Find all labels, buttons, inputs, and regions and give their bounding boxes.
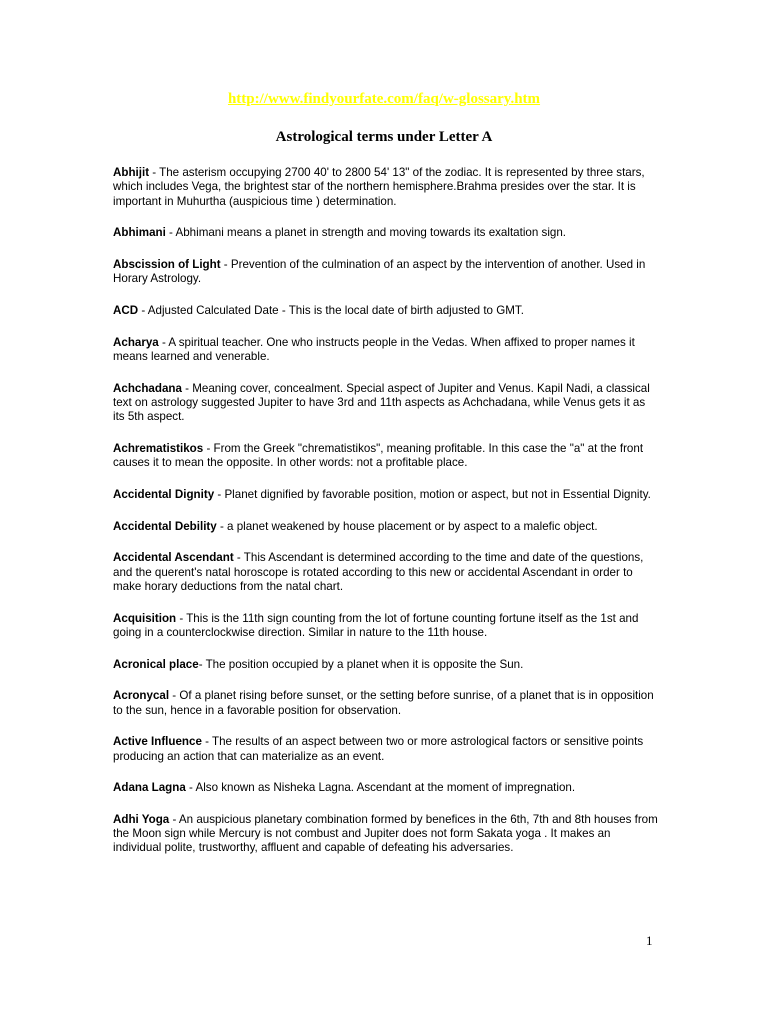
entry-term: Abscission of Light: [113, 257, 221, 271]
entry-definition: - The results of an aspect between two or more astrological factors or sensitive points producing an action that can materialize as an event.: [113, 735, 644, 763]
glossary-entry-acronycal: [113, 689, 658, 718]
entry-term: Acquisition: [113, 611, 177, 625]
entry-term: Acronycal: [113, 689, 170, 703]
glossary-list: [113, 166, 658, 873]
glossary-entry-accidental-debility: [113, 520, 658, 534]
entry-definition: - Prevention of the culmination of an aspect by the intervention of another. Used in Horary Astrology.: [113, 257, 646, 286]
entry-term: ACD: [113, 303, 139, 317]
entry-definition: - a planet weakened by house placement or by aspect to a malefic object.: [216, 519, 598, 533]
entry-term: Accidental Debility: [113, 519, 217, 533]
glossary-entry-abhijit: [113, 166, 658, 209]
entry-definition: - This is the 11th sign counting from the lot of fortune counting fortune itself as the 1st and going in a counterclockwise direction. Similar in nature to the 11th house.: [113, 611, 639, 639]
glossary-entry-acquisition: [113, 612, 658, 641]
entry-definition: - From the Greek "chrematistikos", meaning profitable. In this case the "a" at the front causes it to mean the opposite. In other words: not a profitable place.: [113, 441, 644, 470]
entry-definition: - Meaning cover, concealment. Special aspect of Jupiter and Venus. Kapil Nadi, a classical text on astrology suggested Jupiter to have 3rd and 11th aspects as Achchadana, while Venus gets it as its 5th aspect.: [113, 381, 650, 424]
glossary-entry-adhi-yoga: [113, 813, 658, 856]
entry-term: Accidental Dignity: [113, 487, 215, 501]
entry-term: Acharya: [113, 335, 159, 349]
entry-term: Acronical place: [113, 657, 199, 671]
glossary-entry-abhimani: [113, 226, 658, 240]
entry-term: Adana Lagna: [113, 781, 186, 795]
entry-term: Adhi Yoga: [113, 812, 170, 826]
glossary-entry-acd: [113, 304, 658, 318]
entry-definition: - A spiritual teacher. One who instructs people in the Vedas. When affixed to proper names it means learned and venerable.: [113, 335, 635, 363]
page-number: 1: [646, 933, 653, 948]
entry-definition: - Planet dignified by favorable position, motion or aspect, but not in Essential Dignity.: [214, 487, 651, 501]
glossary-entry-acharya: [113, 336, 658, 365]
entry-definition: - The position occupied by a planet when it is opposite the Sun.: [198, 657, 524, 671]
entry-definition: - An auspicious planetary combination formed by benefices in the 6th, 7th and 8th houses from the Moon sign while Mercury is not combust and Jupiter does not form Sakata yoga . It makes an individual polite, trustworthy, affluent and capable of defeating his adversaries.: [113, 812, 658, 855]
entry-definition: - The asterism occupying 2700 40' to 2800 54' 13" of the zodiac. It is represented by three stars, which includes Vega, the brightest star of the northern hemisphere.Brahma presides over the star. It is important in Muhurtha (auspicious time ) determination.: [113, 166, 645, 208]
glossary-entry-abscission-of-light: [113, 258, 658, 287]
entry-definition: - This Ascendant is determined according to the time and date of the questions, and the querent's natal horoscope is rotated according to this new or accidental Ascendant in order to make horary deductions from the natal chart.: [113, 551, 644, 593]
glossary-entry-active-influence: [113, 735, 658, 764]
entry-definition: - Adjusted Calculated Date - This is the local date of birth adjusted to GMT.: [138, 303, 524, 317]
glossary-entry-acronical-place: [113, 658, 658, 672]
entry-term: Abhimani: [113, 226, 166, 240]
glossary-entry-achchadana: [113, 382, 658, 425]
entry-term: Accidental Ascendant: [113, 551, 234, 565]
page-title: Astrological terms under Letter A: [275, 129, 493, 145]
entry-term: Active Influence: [113, 735, 202, 749]
glossary-entry-adana-lagna: [113, 781, 658, 795]
glossary-entry-accidental-ascendant: [113, 551, 658, 594]
entry-term: Achrematistikos: [113, 441, 204, 455]
source-url-link[interactable]: http://www.findyourfate.com/faq/w-glossary.htm: [227, 91, 541, 107]
entry-definition: - Of a planet rising before sunset, or the setting before sunrise, of a planet that is in opposition to the sun, hence in a favorable position for observation.: [113, 689, 654, 717]
glossary-entry-achrematistikos: [113, 442, 658, 471]
entry-definition: - Also known as Nisheka Lagna. Ascendant at the moment of impregnation.: [185, 781, 576, 795]
entry-definition: - Abhimani means a planet in strength and moving towards its exaltation sign.: [165, 226, 567, 240]
entry-term: Abhijit: [113, 166, 150, 179]
glossary-entry-accidental-dignity: [113, 488, 658, 502]
entry-term: Achchadana: [113, 381, 182, 395]
